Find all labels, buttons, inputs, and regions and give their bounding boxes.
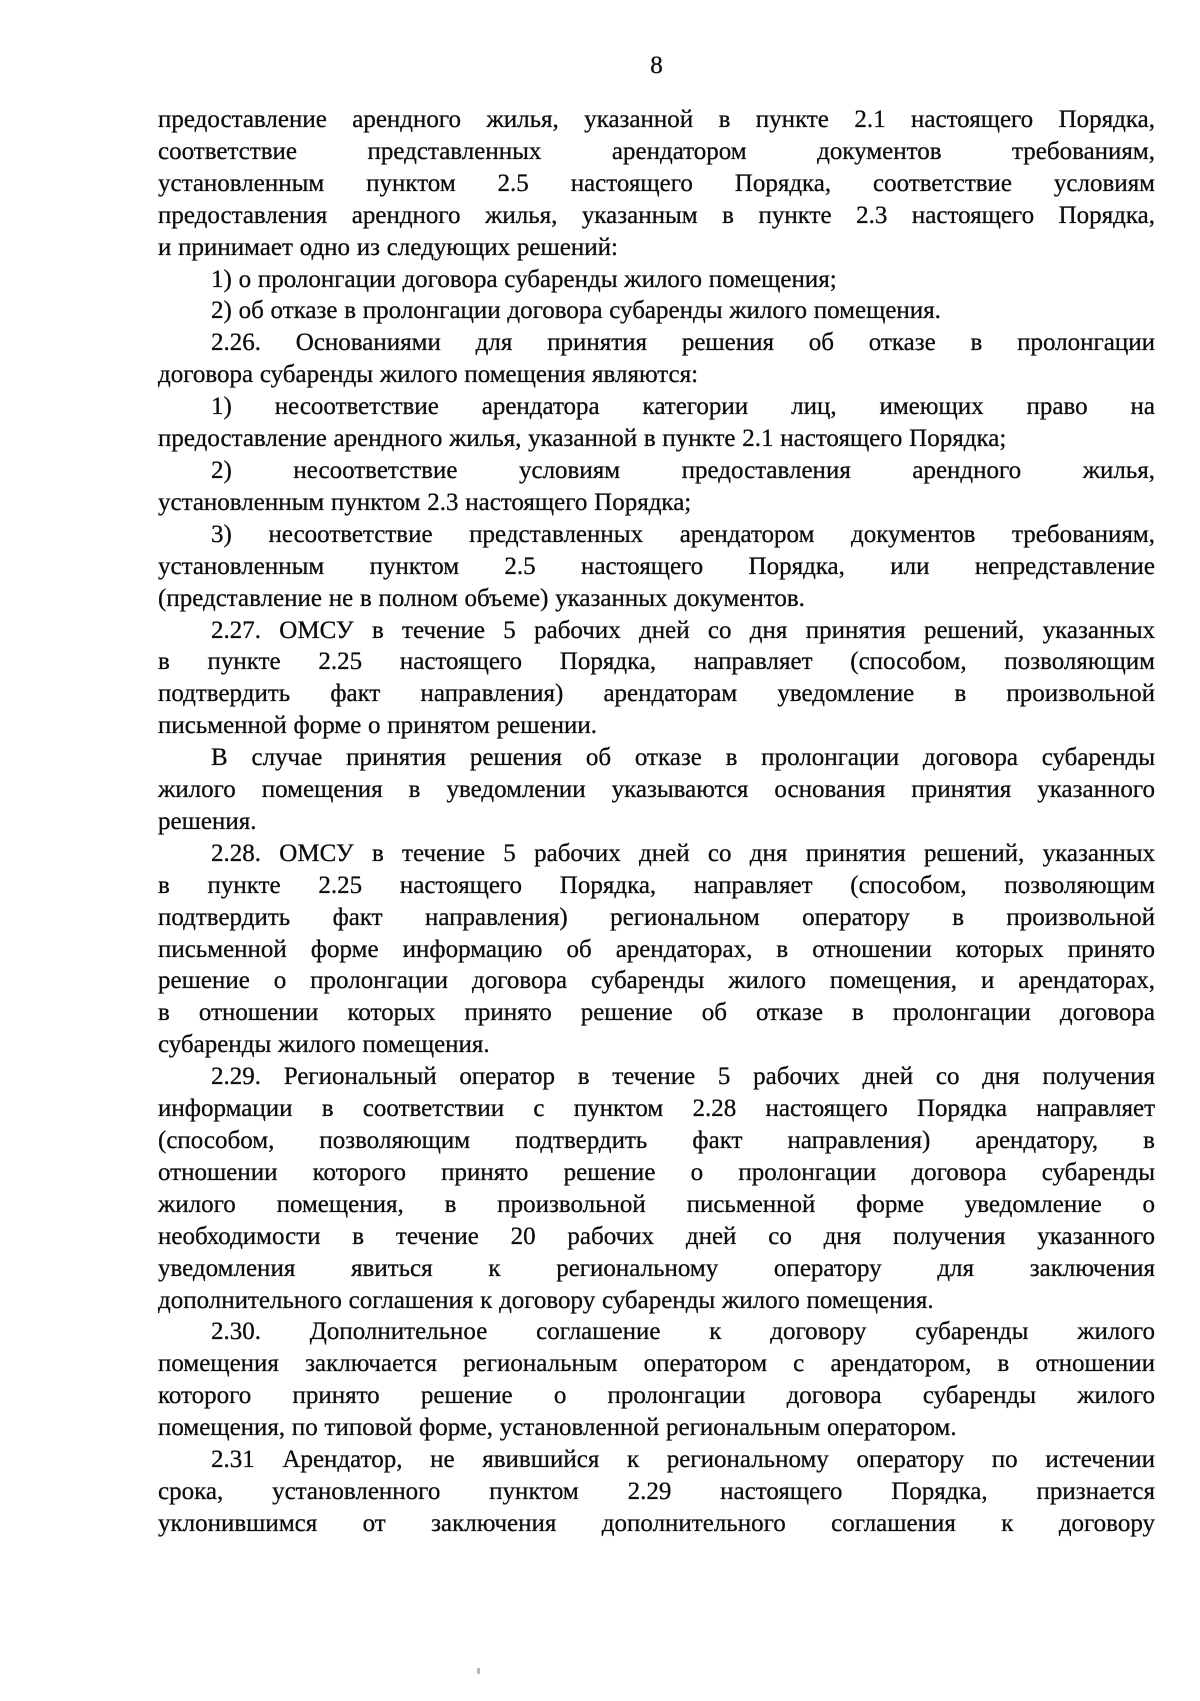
text-line: (способом, позволяющим подтвердить факт направления) арендатору, в	[158, 1127, 1155, 1154]
text-line: помещения заключается региональным оператором с арендатором, в отношении	[158, 1350, 1155, 1378]
text-line: 2) несоответствие условиям предоставления арендного жилья,	[211, 456, 1155, 484]
paragraph	[158, 104, 1155, 264]
paragraph	[158, 455, 1155, 519]
text-line: подтвердить факт направления) региональном оператору в произвольной	[158, 903, 1155, 931]
text-line: установленным пунктом 2.3 настоящего Порядка;	[158, 488, 692, 516]
text-line: 2.30. Дополнительное соглашение к договору субаренды жилого	[211, 1318, 1155, 1346]
paragraph	[158, 1316, 1155, 1444]
text-line: жилого помещения, в произвольной письменной форме уведомление о	[158, 1190, 1155, 1218]
text-line: подтвердить факт направления) арендаторам уведомление в произвольной	[158, 680, 1155, 708]
paragraph	[158, 391, 1155, 455]
text-line: дополнительного соглашения к договору субаренды жилого помещения.	[158, 1286, 934, 1314]
text-line: в отношении которых принято решение об отказе в пролонгации договора	[158, 999, 1155, 1027]
paragraph	[158, 615, 1155, 743]
text-line: 2.29. Региональный оператор в течение 5 рабочих дней со дня получения	[211, 1063, 1155, 1091]
paragraph	[158, 1444, 1155, 1540]
text-line: установленным пунктом 2.5 настоящего Порядка, соответствие условиям	[158, 169, 1155, 197]
text-line: предоставление арендного жилья, указанной в пункте 2.1 настоящего Порядка;	[158, 425, 1007, 453]
text-line: отношении которого принято решение о пролонгации договора субаренды	[158, 1158, 1155, 1186]
text-line: соответствие представленных арендатором документов требованиям,	[158, 137, 1155, 165]
text-line: уклонившимся от заключения дополнительного соглашения к договору	[158, 1509, 1155, 1537]
text-line: 1) несоответствие арендатора категории лиц, имеющих право на	[211, 393, 1155, 421]
text-line: жилого помещения в уведомлении указываются основания принятия указанного	[158, 776, 1155, 804]
paragraph	[158, 264, 1155, 296]
paragraph	[158, 1061, 1155, 1316]
text-line: письменной форме информацию об арендаторах, в отношении которых принято	[158, 935, 1155, 963]
text-line: письменной форме о принятом решении.	[158, 712, 597, 740]
text-line: 3) несоответствие представленных арендатором документов требованиям,	[211, 520, 1155, 548]
text-line: в пункте 2.25 настоящего Порядка, направляет (способом, позволяющим	[158, 648, 1155, 676]
text-line: информации в соответствии с пунктом 2.28 настоящего Порядка направляет	[158, 1095, 1155, 1123]
paragraph	[158, 838, 1155, 1061]
text-line: (представление не в полном объеме) указанных документов.	[158, 584, 805, 612]
text-line: срока, установленного пунктом 2.29 настоящего Порядка, признается	[158, 1477, 1155, 1505]
text-line: уведомления явиться к региональному оператору для заключения	[158, 1254, 1155, 1282]
text-line: установленным пунктом 2.5 настоящего Порядка, или непредставление	[158, 552, 1155, 580]
page-number: 8	[650, 52, 663, 79]
text-line: решение о пролонгации договора субаренды жилого помещения, и арендаторах,	[158, 967, 1155, 995]
text-line: В случае принятия решения об отказе в пролонгации договора субаренды	[211, 744, 1155, 772]
text-line: 2.27. ОМСУ в течение 5 рабочих дней со дня принятия решений, указанных	[211, 616, 1155, 644]
text-line: которого принято решение о пролонгации договора субаренды жилого	[158, 1382, 1155, 1410]
paragraph	[158, 327, 1155, 391]
text-line: 2.28. ОМСУ в течение 5 рабочих дней со дня принятия решений, указанных	[211, 839, 1155, 867]
text-line: необходимости в течение 20 рабочих дней со дня получения указанного	[158, 1222, 1155, 1250]
text-line: помещения, по типовой форме, установленной региональным оператором.	[158, 1414, 957, 1442]
scan-artifact-speck	[477, 1668, 480, 1674]
paragraph	[158, 519, 1155, 615]
paragraph	[158, 295, 1155, 327]
text-line: предоставления арендного жилья, указанным в пункте 2.3 настоящего Порядка,	[158, 201, 1155, 229]
text-line: и принимает одно из следующих решений:	[158, 233, 618, 261]
text-line: в пункте 2.25 настоящего Порядка, направляет (способом, позволяющим	[158, 871, 1155, 899]
text-line: 2) об отказе в пролонгации договора субаренды жилого помещения.	[211, 297, 941, 325]
text-line: решения.	[158, 807, 257, 835]
text-line: 1) о пролонгации договора субаренды жилого помещения;	[211, 265, 837, 293]
text-line: договора субаренды жилого помещения являются:	[158, 361, 699, 389]
paragraph	[158, 742, 1155, 838]
text-line: субаренды жилого помещения.	[158, 1031, 490, 1059]
text-line: 2.31 Арендатор, не явившийся к региональному оператору по истечении	[211, 1446, 1155, 1474]
text-line: 2.26. Основаниями для принятия решения об отказе в пролонгации	[211, 329, 1155, 357]
document-body	[158, 104, 1155, 1540]
text-line: предоставление арендного жилья, указанной в пункте 2.1 настоящего Порядка,	[158, 106, 1155, 133]
